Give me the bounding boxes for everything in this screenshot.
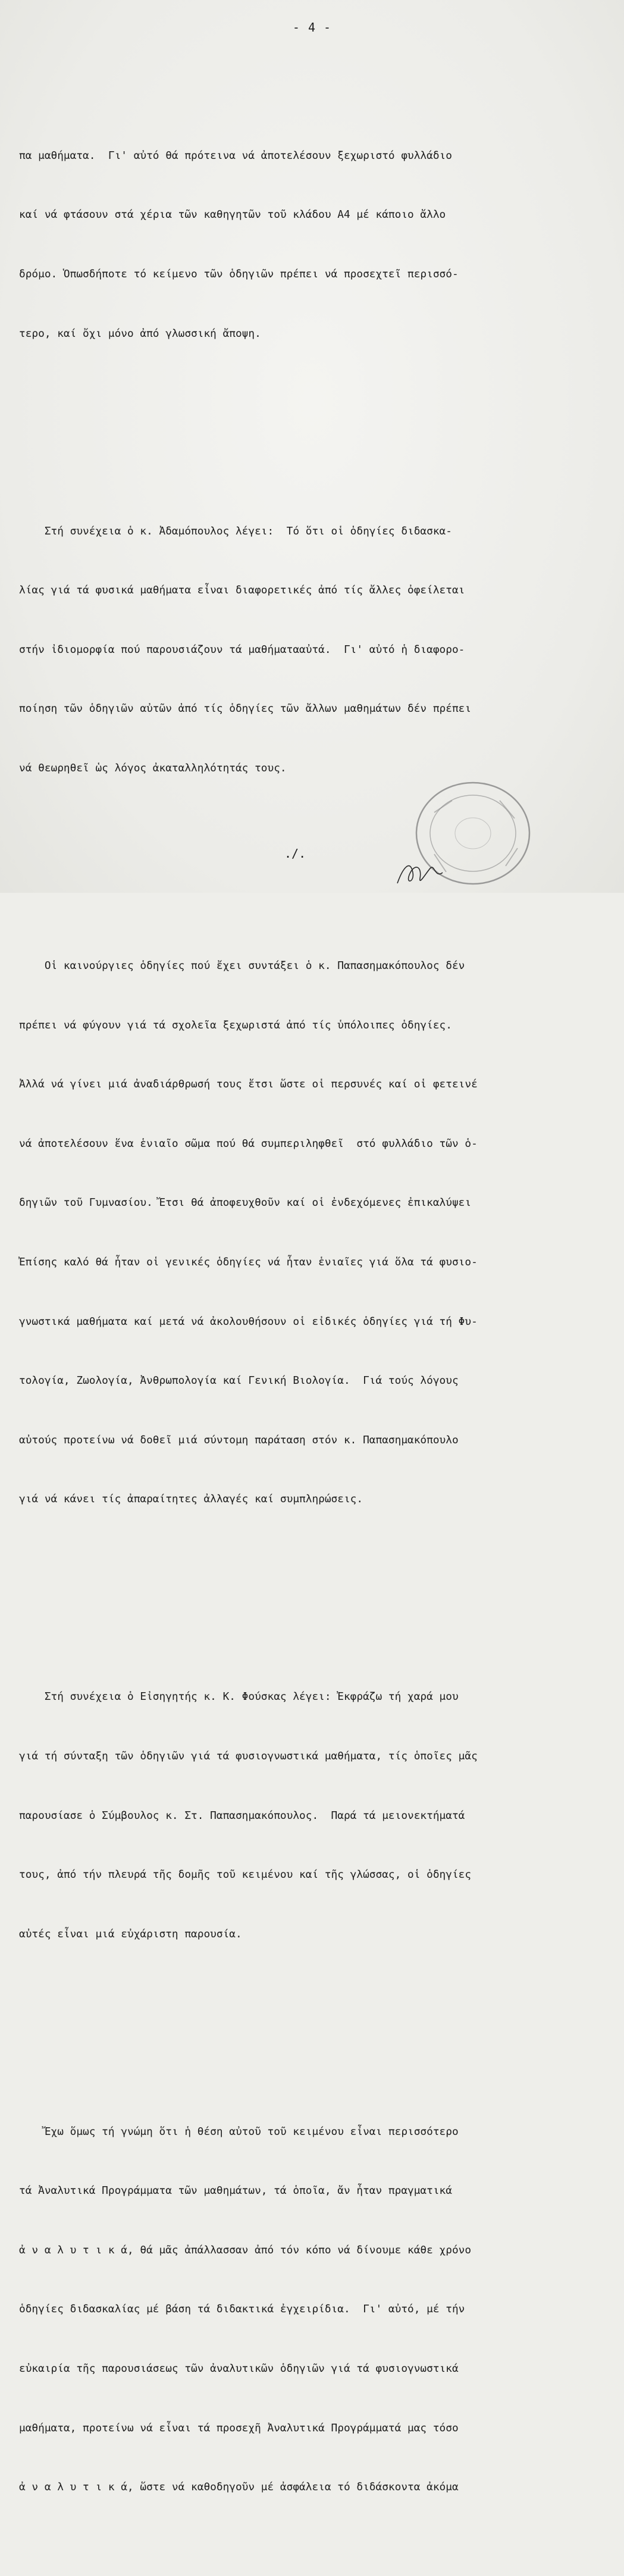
text-line: τολογία, Ζωολογία, Ἀνθρωπολογία καί Γενική Βιολογία. Γιά τούς λόγους [19,1374,459,1387]
text-line: Ἀλλά νά γίνει μιά ἀναδιάρθρωσή τους ἔτσι ὥστε οἱ περσυνές καί οἱ φετεινέ [19,1078,478,1091]
paragraph [19,482,614,817]
text-line: δρόμο. Ὁπωσδήποτε τό κείμενο τῶν ὁδηγιῶν πρέπει νά προσεχτεῖ περισσό- [19,268,459,280]
text-line: εὐκαιρία τῆς παρουσιάσεως τῶν ἀναλυτικῶν ὁδηγιῶν γιά τά φυσιογνωστικά [19,2362,459,2375]
text-line: Στή συνέχεια ὁ κ. Ἀδαμόπουλος λέγει: Τό ὅτι οἱ ὁδηγίες διδασκα- [19,524,452,537]
text-line: αὐτούς προτείνω νά δοθεῖ μιά σύντομη παράταση στόν κ. Παπασημακόπουλο [19,1433,459,1446]
text-line: ἀ ν α λ υ τ ι κ ά, θά μᾶς ἀπάλλασσαν ἀπό τόν κόπο νά δίνουμε κάθε χρόνο [19,2243,472,2256]
text-line: νά θεωρηθεῖ ὡς λόγος ἀκαταλληλότητάς τους. [19,761,287,774]
text-line: αὐτές εἶναι μιά εὐχάριστη παρουσία. [19,1927,242,1940]
text-line: Οἱ καινούργιες ὁδηγίες πού ἔχει συντάξει ὁ κ. Παπασημακόπουλος δέν [19,959,465,972]
text-line: τους, ἀπό τήν πλευρά τῆς δομῆς τοῦ κειμένου καί τῆς γλώσσας, οἱ ὁδηγίες [19,1868,472,1881]
page-number: - 4 - [292,20,332,35]
text-line: πα μαθήματα. Γι' αὐτό θά πρότεινα νά ἀποτελέσουν ξεχωριστό φυλλάδιο [19,149,452,162]
text-line: Ἐπίσης καλό θά ἦταν οἱ γενικές ὁδηγίες νά ἦταν ἑνιαῖες γιά ὅλα τά φυσιο- [19,1255,478,1268]
text-line: γιά τή σύνταξη τῶν ὁδηγιῶν γιά τά φυσιογνωστικά μαθήματα, τίς ὁποῖες μᾶς [19,1749,478,1762]
continuation-mark: ./. [284,846,306,861]
text-line: ἀ ν α λ υ τ ι κ ά, ὥστε νά καθοδηγοῦν μέ ἀσφάλεια τό διδάσκοντα ἀκόμα [19,2481,459,2494]
text-line: καί νά φτάσουν στά χέρια τῶν καθηγητῶν τοῦ κλάδου Α4 μέ κάποιο ἄλλο [19,208,446,221]
signature [393,855,446,890]
text-line: γνωστικά μαθήματα καί μετά νά ἀκολουθήσουν οἱ εἰδικές ὁδηγίες γιά τή Φυ- [19,1315,478,1328]
text-line: λίας γιά τά φυσικά μαθήματα εἶναι διαφορετικές ἀπό τίς ἄλλες ὀφείλεται [19,584,465,597]
text-line: στήν ἰδιομορφία πού παρουσιάζουν τά μαθήματααὐτά. Γι' αὐτό ἡ διαφορο- [19,643,465,656]
text-line: δηγιῶν τοῦ Γυμνασίου. Ἔτσι θά ἀποφευχθοῦν καί οἱ ἐνδεχόμενες ἐπικαλύψει [19,1196,472,1209]
text-line: γιά νά κάνει τίς ἀπαραίτητες ἀλλαγές καί συμπληρώσεις. [19,1493,363,1506]
paragraph [19,106,614,383]
text-line: Στή συνέχεια ὁ Εἰσηγητής κ. Κ. Φούσκας λέγει: Ἐκφράζω τή χαρά μου [19,1690,459,1703]
text-line: ποίηση τῶν ὁδηγιῶν αὐτῶν ἀπό τίς ὁδηγίες τῶν ἄλλων μαθημάτων δέν πρέπει [19,702,472,715]
text-line: Ἔχω ὅμως τή γνώμη ὅτι ἡ θέση αὐτοῦ τοῦ κειμένου εἶναι περισσότερο [19,2125,459,2138]
body-text [19,67,614,2576]
paragraph [19,1647,614,1983]
text-line: μαθήματα, προτείνω νά εἶναι τά προσεχῆ Ἀναλυτικά Προγράμματά μας τόσο [19,2421,459,2434]
text-line: νά ἀποτελέσουν ἕνα ἑνιαῖο σῶμα πού θά συμπεριληφθεῖ στό φυλλάδιο τῶν ὁ- [19,1137,478,1150]
paragraph [19,2082,614,2537]
text-line: παρουσίασε ὁ Σύμβουλος κ. Στ. Παπασημακόπουλος. Παρά τά μειονεκτήματά [19,1809,465,1822]
text-line: τά Ἀναλυτικά Προγράμματα τῶν μαθημάτων, τά ὁποῖα, ἄν ἦταν πραγματικά [19,2184,452,2197]
text-line: ὁδηγίες διδασκαλίας μέ βάση τά διδακτικά ἐγχειρίδια. Γι' αὐτό, μέ τήν [19,2303,465,2316]
text-line: πρέπει νά φύγουν γιά τά σχολεῖα ξεχωριστά ἀπό τίς ὑπόλοιπες ὁδηγίες. [19,1018,452,1031]
paragraph [19,917,614,1549]
text-line: τερο, καί ὄχι μόνο ἀπό γλωσσική ἄποψη. [19,327,261,340]
